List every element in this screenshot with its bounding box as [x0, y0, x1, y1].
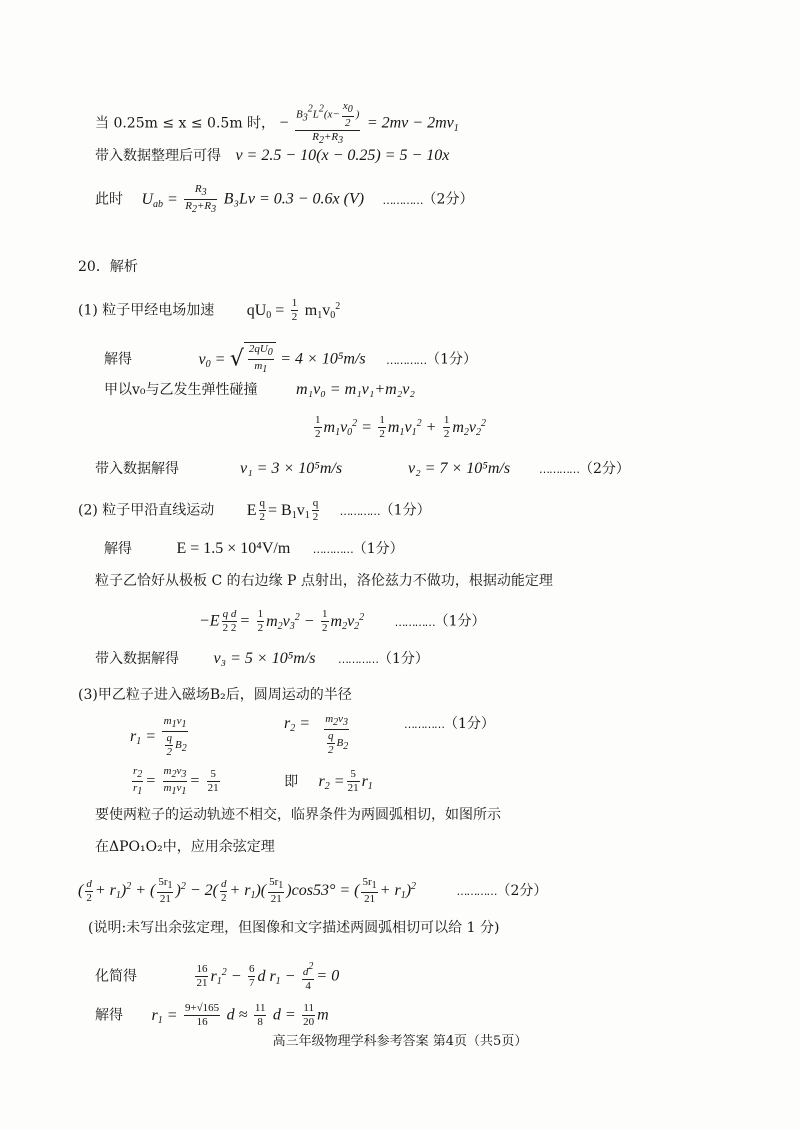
- result-line: 解得 $r_1$ = $\frac{9+√165}{16}$ d ≈ $\frac{11}{8}$ d = $\frac{11}{20}$ m: [95, 1002, 329, 1028]
- simplify-line: 化简得 $\frac{16}{21}$ $r_1^2$ − $\frac{6}{7}$ d $r_1$ − $\frac{d^2}{4}$ = 0: [95, 961, 340, 992]
- E-value: E = 1.5 × 10⁴V/m: [176, 540, 291, 557]
- ji: 即: [284, 773, 299, 790]
- note-line: [88, 919, 499, 937]
- unit: m: [317, 1006, 329, 1024]
- v0-line: 解得 $v_0$ = √ $\frac{2qU_0}{m_1}$ = 4 × 10⁵m/s …………（1分）: [104, 343, 478, 375]
- eq-line-2: [95, 147, 449, 165]
- energy-theorem-eq: −E $\frac{\text{q d}}{2 2}$ = $\frac{1}{2}$ $m_2v_3^2$ − $\frac{1}{2}$ $m_2v_2^2$ …………（1分）: [199, 608, 486, 634]
- equation: B₃Lv = 0.3 − 0.6x (V): [223, 190, 365, 208]
- radius-line: $r_1$ = $m_1v_1$ $\frac{q}{2}$ $B_2$ $r_2$ = $m_2v_3$ $\frac{q}{2}$ $B_2$ …………（1分）: [130, 713, 495, 758]
- dots: …………: [382, 193, 423, 207]
- part1-line: (1) 粒子甲经电场加速 $qU_0$ = $\frac{1}{2}$ $m_1v_0^2$: [78, 297, 341, 323]
- score: （2分）: [422, 191, 474, 208]
- fraction: $\frac{R_3}{R_2+R_3}$: [185, 183, 217, 215]
- dots: …………: [404, 718, 444, 731]
- score: （1分）: [377, 651, 429, 667]
- condition-text: 当 0.25m ≤ x ≤ 0.5m 时，: [95, 115, 276, 132]
- dots: …………: [312, 543, 353, 556]
- dots: …………: [394, 615, 435, 629]
- label: 带入数据整理后可得: [95, 148, 221, 164]
- E-line: [104, 540, 404, 559]
- eq-line-3: 此时 $U_{ab}$ = $\frac{R_3}{R_2+R_3}$ B₃Lv = 0.3 − 0.6x (V) …………（2分）: [95, 183, 474, 215]
- page-footer: 高三年级物理学科参考答案 第4页（共5页）: [272, 1034, 528, 1049]
- fraction: $B_3^2L^2(x-$ $\frac{x_0}{2}$ ) $R_2+R_3$: [295, 100, 360, 146]
- label: 甲以v₀与乙发生弹性碰撞: [104, 382, 258, 398]
- tangent-text: [95, 806, 501, 824]
- part3-line: [78, 686, 352, 704]
- heading-text: 20．解析: [78, 259, 138, 275]
- score: （1分）: [352, 541, 404, 557]
- score: （1分）: [426, 351, 478, 368]
- label: 带入数据解得: [95, 651, 179, 667]
- v3: v₃ = 5 × 10⁵m/s: [213, 650, 316, 667]
- equation: v = 2.5 − 10(x − 0.25) = 5 − 10x: [235, 147, 450, 164]
- v2: v₂ = 7 × 10⁵m/s: [408, 460, 511, 477]
- cosine-text: [95, 838, 275, 856]
- dots: …………: [539, 463, 579, 476]
- dots: …………: [337, 653, 378, 666]
- paragraph: 在ΔPO₁O₂中，应用余弦定理: [95, 839, 275, 855]
- score: （1分）: [379, 502, 431, 519]
- energy-eq: $\frac{1}{2}$ $m_1v_0^2$ = $\frac{1}{2}$ $m_1v_1^2$ + $\frac{1}{2}$ $m_2v_2^2$: [315, 414, 487, 440]
- dots: …………: [339, 504, 380, 518]
- v3-line: [95, 650, 429, 669]
- score: （2分）: [579, 461, 630, 477]
- label: 化简得: [95, 968, 137, 985]
- approx: d ≈: [226, 1006, 248, 1024]
- note: (说明:未写出余弦定理，但图像和文字描述两圆弧相切可以给 1 分): [88, 920, 500, 936]
- label: (3)甲乙粒子进入磁场B₂后，圆周运动的半径: [78, 687, 352, 703]
- paragraph: 粒子乙恰好从极板 C 的右边缘 P 点射出，洛伦兹力不做功，根据动能定理: [95, 573, 553, 589]
- theorem-text: [95, 572, 553, 590]
- score: （1分）: [434, 613, 486, 630]
- cos-term: cos53° =: [291, 882, 351, 899]
- question-heading: [78, 258, 138, 276]
- label: 解得: [104, 351, 132, 368]
- paragraph: 要使两粒子的运动轨迹不相交，临界条件为两圆弧相切，如图所示: [95, 807, 501, 823]
- score: （2分）: [496, 883, 548, 899]
- label: 解得: [104, 541, 132, 557]
- collision-line: [104, 381, 415, 399]
- label: 此时: [95, 191, 123, 208]
- cosine-eq: ( $\frac{d}{2}$ + $r_1)^2$ + ( $\frac{5r_1}{21}$ )$^2$ − 2( $\frac{d}{2}$ + $r_1$)( $\frac{5r_1}{21}$ )cos53° = ( $\frac{5r_1}{21}$ + $r_1)^2$ …………（2分）: [78, 876, 548, 905]
- label: 解得: [95, 1007, 123, 1024]
- v1: v₁ = 3 × 10⁵m/s: [240, 460, 343, 477]
- part2-line: (2) 粒子甲沿直线运动 E $\frac{q}{2}$ = $B_1v_1$ $\frac{q}{2}$ …………（1分）: [78, 497, 431, 523]
- equals: d =: [272, 1006, 296, 1024]
- ratio-line: $\frac{r_2}{r_1}$ = $\frac{m_2v_3}{m_1v_1}$ = $\frac{5}{21}$ 即 $r_2$ = $\frac{5}{21}$ $r_1$: [133, 765, 373, 797]
- momentum-eq: m₁v₀ = m₁v₁+m₂v₂: [295, 381, 415, 398]
- label: 带入数据解得: [95, 461, 179, 477]
- eq-line-1: 当 0.25m ≤ x ≤ 0.5m 时， − $B_3^2L^2(x-$ $\frac{x_0}{2}$ ) $R_2+R_3$ = $2mv - 2mv_1$: [95, 100, 459, 146]
- label: (2) 粒子甲沿直线运动: [78, 502, 215, 519]
- v0-value: = 4 × 10⁵m/s: [280, 350, 366, 368]
- score: （1分）: [444, 716, 495, 732]
- rhs: = 2mv − 2mv: [366, 114, 454, 132]
- label: (1) 粒子甲经电场加速: [78, 302, 215, 319]
- dots: …………: [386, 353, 427, 367]
- v1v2-line: [95, 460, 630, 478]
- dots: …………: [456, 885, 497, 898]
